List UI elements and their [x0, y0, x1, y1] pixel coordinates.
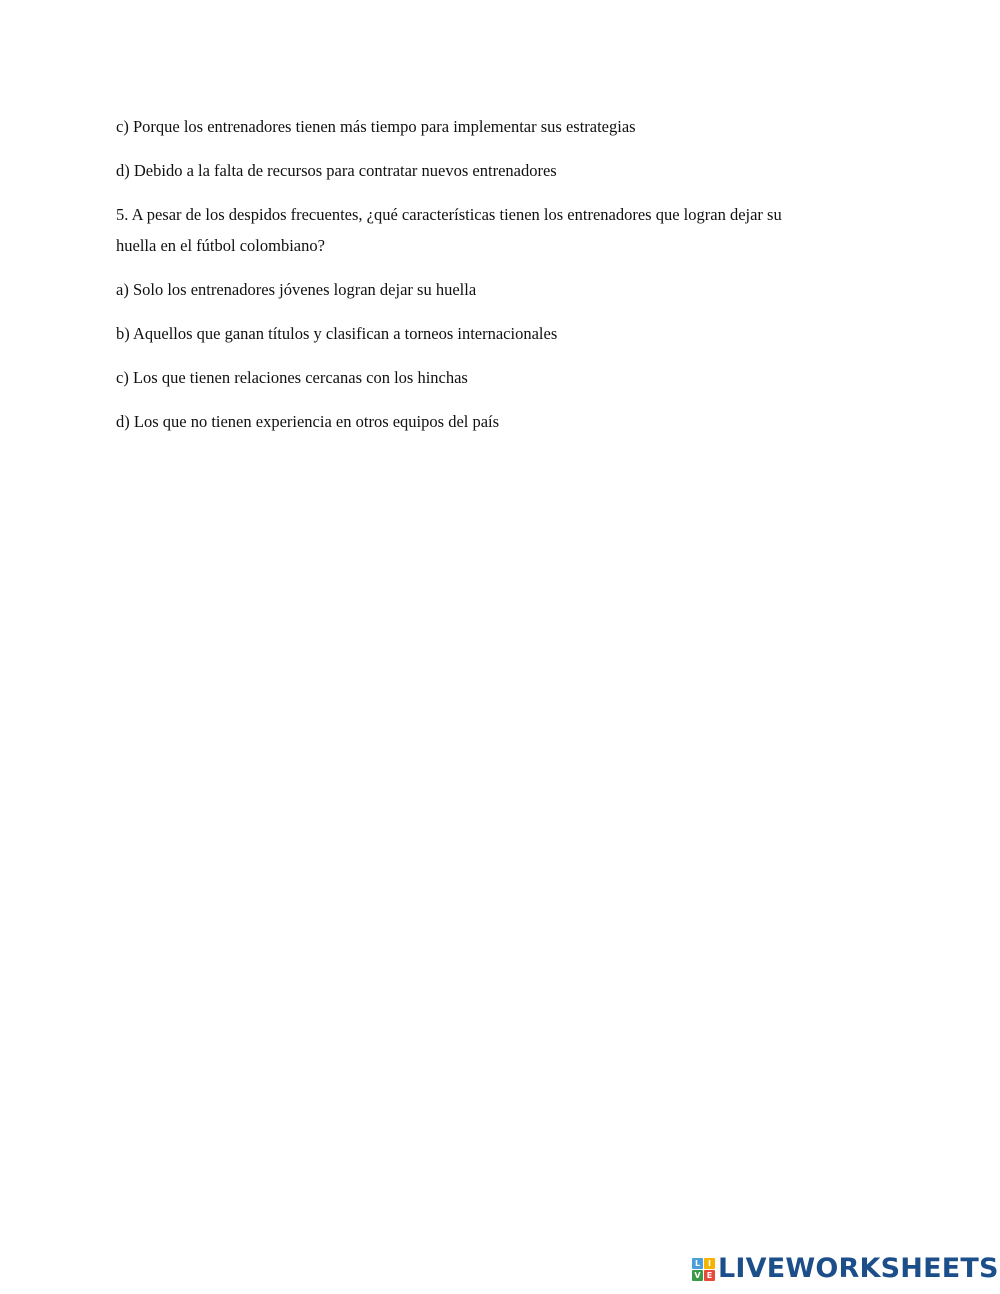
answer-option-b-q5: b) Aquellos que ganan títulos y clasifican a torneos internacionales	[116, 324, 558, 343]
logo-mark-icon	[692, 1258, 715, 1281]
logo-mark-cell: V	[692, 1270, 703, 1281]
answer-option-d-q4: d) Debido a la falta de recursos para contratar nuevos entrenadores	[116, 161, 557, 180]
question-5-line-2: huella en el fútbol colombiano?	[116, 236, 325, 255]
answer-option-c-q5: c) Los que tienen relaciones cercanas con los hinchas	[116, 368, 468, 387]
liveworksheets-logo	[692, 1255, 999, 1283]
logo-mark-cell: L	[692, 1258, 703, 1269]
answer-option-d-q5: d) Los que no tienen experiencia en otros equipos del país	[116, 412, 500, 431]
answer-option-c-q4: c) Porque los entrenadores tienen más tiempo para implementar sus estrategias	[116, 117, 636, 136]
question-5-line-1: 5. A pesar de los despidos frecuentes, ¿qué características tienen los entrenadores que logran dejar su	[116, 205, 782, 224]
logo-mark-cell: E	[704, 1270, 715, 1281]
logo-text: LIVEWORKSHEETS	[718, 1253, 999, 1284]
logo-mark-cell: I	[704, 1258, 715, 1269]
answer-option-a-q5: a) Solo los entrenadores jóvenes logran dejar su huella	[116, 280, 477, 299]
